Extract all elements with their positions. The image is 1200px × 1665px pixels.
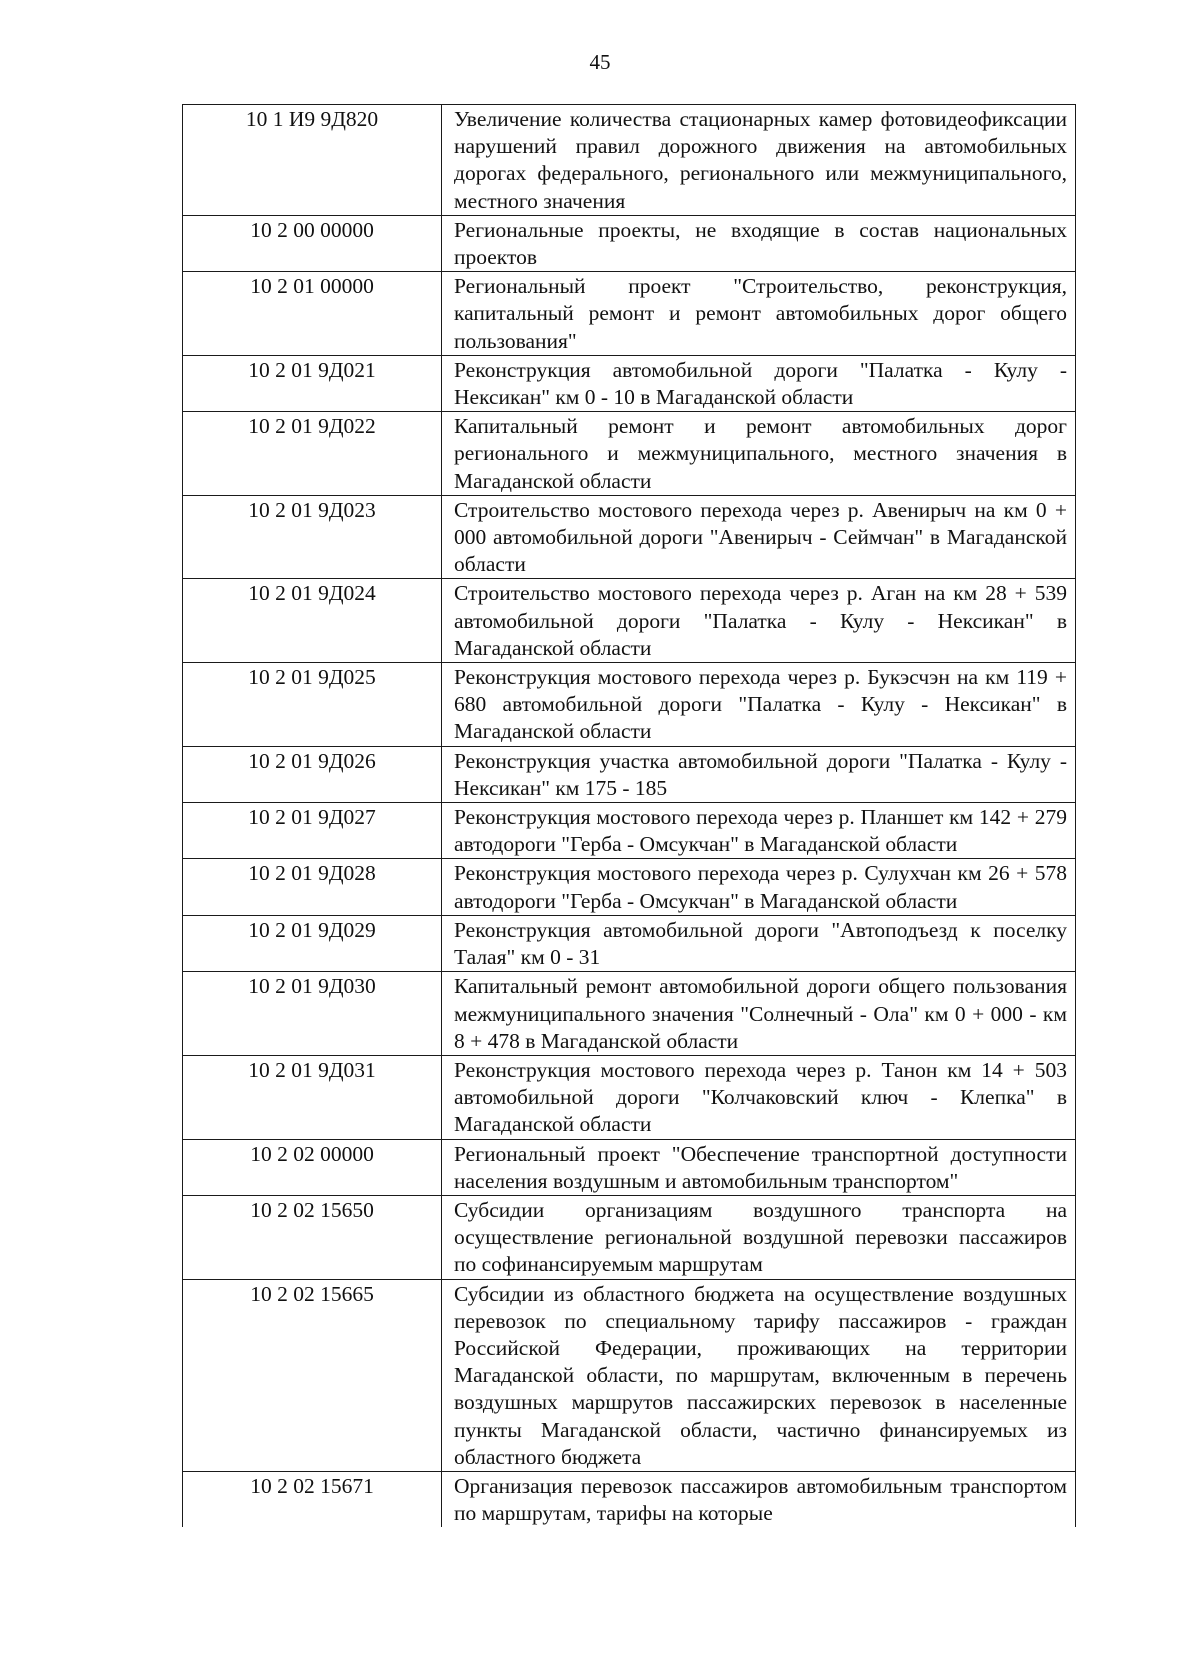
budget-classification-table <box>182 104 1076 1527</box>
row-description: Реконструкция участка автомобильной дороги "Палатка - Кулу - Нексикан" км 175 - 185 <box>442 746 1076 802</box>
row-description: Региональные проекты, не входящие в состав национальных проектов <box>442 215 1076 271</box>
table-row <box>183 803 1076 859</box>
table-row <box>183 1055 1076 1139</box>
table-row <box>183 972 1076 1056</box>
row-description: Капитальный ремонт автомобильной дороги общего пользования межмуниципального значения "Солнечный - Ола" км 0 + 000 - км 8 + 478 в Магаданской области <box>442 972 1076 1056</box>
row-code: 10 2 01 00000 <box>183 272 442 356</box>
table-row <box>183 1195 1076 1279</box>
row-code: 10 2 01 9Д031 <box>183 1055 442 1139</box>
table-row <box>183 355 1076 411</box>
row-code: 10 2 01 9Д028 <box>183 859 442 915</box>
row-code: 10 2 00 00000 <box>183 215 442 271</box>
table-row <box>183 579 1076 663</box>
row-code: 10 2 01 9Д026 <box>183 746 442 802</box>
row-description: Региональный проект "Обеспечение транспортной доступности населения воздушным и автомобильным транспортом" <box>442 1139 1076 1195</box>
table-row <box>183 1139 1076 1195</box>
table-row <box>183 495 1076 579</box>
row-description: Региональный проект "Строительство, реконструкция, капитальный ремонт и ремонт автомобильных дорог общего пользования" <box>442 272 1076 356</box>
row-description: Реконструкция мостового перехода через р. Танон км 14 + 503 автомобильной дороги "Колчаковский ключ - Клепка" в Магаданской области <box>442 1055 1076 1139</box>
row-description: Строительство мостового перехода через р. Авенирыч на км 0 + 000 автомобильной дороги "Авенирыч - Сеймчан" в Магаданской области <box>442 495 1076 579</box>
row-code: 10 2 02 00000 <box>183 1139 442 1195</box>
row-code: 10 2 01 9Д025 <box>183 663 442 747</box>
row-code: 10 2 01 9Д021 <box>183 355 442 411</box>
row-code: 10 2 02 15671 <box>183 1471 442 1527</box>
row-code: 10 2 01 9Д022 <box>183 412 442 496</box>
table-row <box>183 412 1076 496</box>
row-description: Строительство мостового перехода через р. Аган на км 28 + 539 автомобильной дороги "Палатка - Кулу - Нексикан" в Магаданской области <box>442 579 1076 663</box>
row-description: Субсидии организациям воздушного транспорта на осуществление региональной воздушной перевозки пассажиров по софинансируемым маршрутам <box>442 1195 1076 1279</box>
row-description-cell <box>442 1471 1076 1527</box>
row-code: 10 2 01 9Д023 <box>183 495 442 579</box>
table-row <box>183 1279 1076 1471</box>
row-description: Увеличение количества стационарных камер фотовидеофиксации нарушений правил дорожного движения на автомобильных дорогах федерального, регионального или межмуниципального, местного значения <box>442 105 1076 216</box>
table-row <box>183 215 1076 271</box>
row-description: Реконструкция мостового перехода через р. Сулухчан км 26 + 578 автодороги "Герба - Омсукчан" в Магаданской области <box>442 859 1076 915</box>
row-code: 10 1 И9 9Д820 <box>183 105 442 216</box>
table-row <box>183 915 1076 971</box>
page-number: 45 <box>589 50 611 74</box>
table-row <box>183 663 1076 747</box>
row-description: Капитальный ремонт и ремонт автомобильных дорог регионального и межмуниципального, местного значения в Магаданской области <box>442 412 1076 496</box>
row-code: 10 2 01 9Д027 <box>183 803 442 859</box>
table-row <box>183 859 1076 915</box>
row-description: Реконструкция автомобильной дороги "Палатка - Кулу - Нексикан" км 0 - 10 в Магаданской области <box>442 355 1076 411</box>
row-description: Реконструкция мостового перехода через р. Букэсчэн на км 119 + 680 автомобильной дороги "Палатка - Кулу - Нексикан" в Магаданской области <box>442 663 1076 747</box>
row-description: Реконструкция автомобильной дороги "Автоподъезд к поселку Талая" км 0 - 31 <box>442 915 1076 971</box>
table-row <box>183 105 1076 216</box>
row-code: 10 2 01 9Д024 <box>183 579 442 663</box>
row-description: Реконструкция мостового перехода через р. Планшет км 142 + 279 автодороги "Герба - Омсукчан" в Магаданской области <box>442 803 1076 859</box>
table-row <box>183 1471 1076 1527</box>
row-description: Субсидии из областного бюджета на осуществление воздушных перевозок по специальному тарифу пассажиров - граждан Российской Федерации, проживающих на территории Магаданской области, по маршрутам, включенным в перечень воздушных маршрутов пассажирских перевозок в населенные пункты Магаданской области, частично финансируемых из областного бюджета <box>442 1279 1076 1471</box>
row-code: 10 2 01 9Д029 <box>183 915 442 971</box>
row-description: Организация перевозок пассажиров автомобильным транспортом по маршрутам, тарифы на которые <box>454 1473 1067 1526</box>
row-code: 10 2 02 15665 <box>183 1279 442 1471</box>
table-row <box>183 746 1076 802</box>
row-code: 10 2 01 9Д030 <box>183 972 442 1056</box>
row-code: 10 2 02 15650 <box>183 1195 442 1279</box>
table-row <box>183 272 1076 356</box>
